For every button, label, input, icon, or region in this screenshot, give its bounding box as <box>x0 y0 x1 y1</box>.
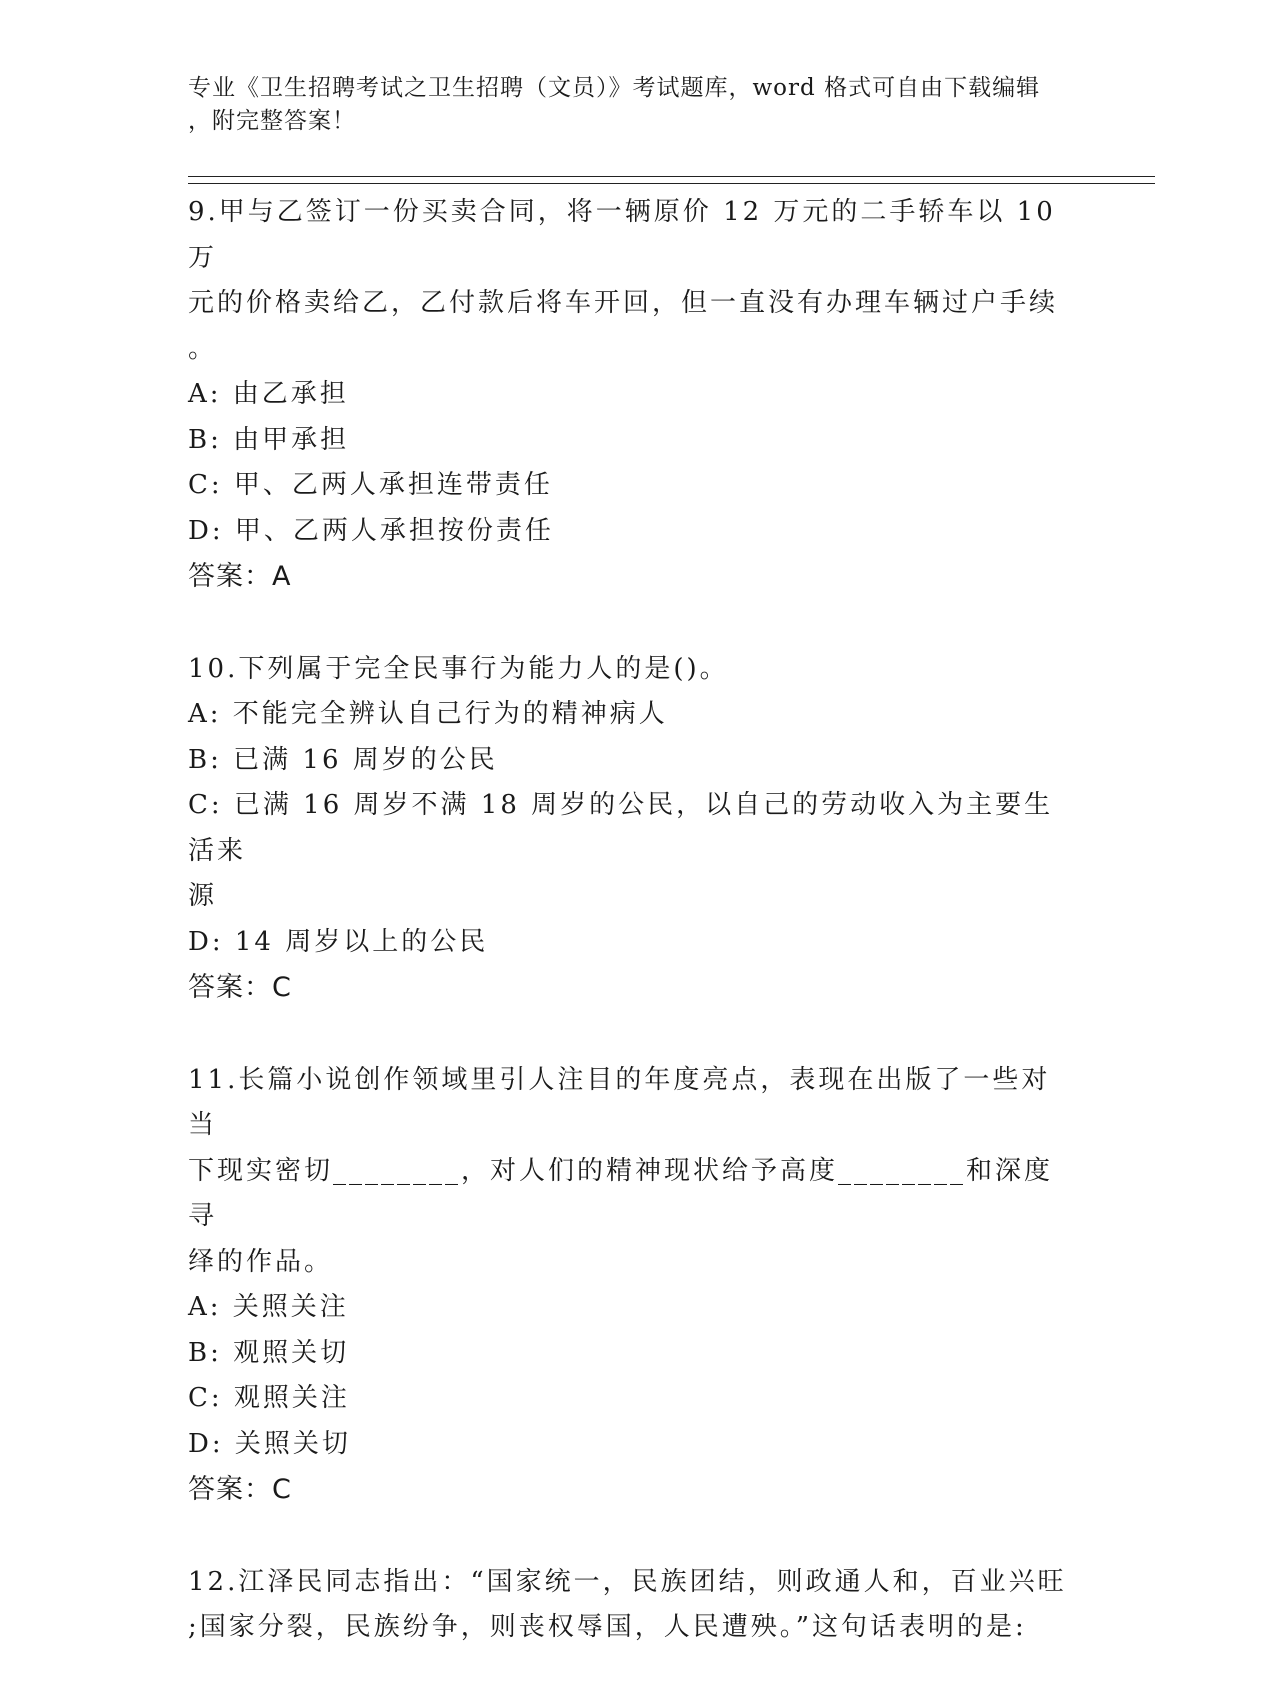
answer-label: 答案：C <box>188 1474 292 1505</box>
question-10 <box>188 647 1068 1011</box>
question-stem-line: 。 <box>188 333 218 364</box>
option-b: B: 由甲承担 <box>188 424 350 455</box>
question-stem-line: 12.江泽民同志指出：“国家统一，民族团结，则政通人和，百业兴旺 <box>188 1566 1067 1597</box>
option-a: A: 不能完全辨认自己行为的精神病人 <box>188 699 668 729</box>
question-stem-line: 绎的作品。 <box>188 1246 334 1277</box>
option-c-continued: 源 <box>188 881 218 911</box>
option-c: C: 观照关注 <box>188 1383 350 1413</box>
header-line-1: 专业《卫生招聘考试之卫生招聘（文员）》考试题库，word 格式可自由下载编辑 <box>188 75 1041 101</box>
option-a: A: 由乙承担 <box>188 379 349 409</box>
document-header <box>188 72 1068 138</box>
question-stem-line: 元的价格卖给乙，乙付款后将车开回，但一直没有办理车辆过户手续 <box>188 288 1059 318</box>
option-c: C: 已满 16 周岁不满 18 周岁的公民，以自己的劳动收入为主要生活来 <box>188 790 1054 866</box>
option-b: B: 观照关切 <box>188 1337 350 1368</box>
question-9 <box>188 190 1068 600</box>
question-12 <box>188 1560 1068 1651</box>
question-list <box>188 190 1068 1698</box>
question-stem-line: ;国家分裂，民族纷争，则丧权辱国，人民遭殃。”这句话表明的是: <box>188 1612 1027 1642</box>
question-stem-line: 10.下列属于完全民事行为能力人的是()。 <box>188 653 729 684</box>
question-stem-line: 9.甲与乙签订一份买卖合同，将一辆原价 12 万元的二手轿车以 10 万 <box>188 197 1056 273</box>
option-a: A: 关照关注 <box>188 1292 349 1322</box>
header-line-2: ，附完整答案！ <box>188 108 356 134</box>
answer-label: 答案：C <box>188 972 292 1003</box>
option-b: B: 已满 16 周岁的公民 <box>188 744 498 775</box>
question-stem-line: 11.长篇小说创作领域里引人注目的年度亮点，表现在出版了一些对当 <box>188 1064 1051 1140</box>
header-rule-top <box>188 176 1155 177</box>
option-c: C: 甲、乙两人承担连带责任 <box>188 470 553 500</box>
option-d: D: 关照关切 <box>188 1428 351 1459</box>
question-11 <box>188 1058 1068 1513</box>
answer-label: 答案：A <box>188 561 292 592</box>
header-rule-bottom <box>188 183 1155 184</box>
option-d: D: 甲、乙两人承担按份责任 <box>188 515 554 546</box>
option-d: D: 14 周岁以上的公民 <box>188 926 489 957</box>
question-stem-line: 下现实密切________，对人们的精神现状给予高度________和深度寻 <box>188 1155 1054 1231</box>
